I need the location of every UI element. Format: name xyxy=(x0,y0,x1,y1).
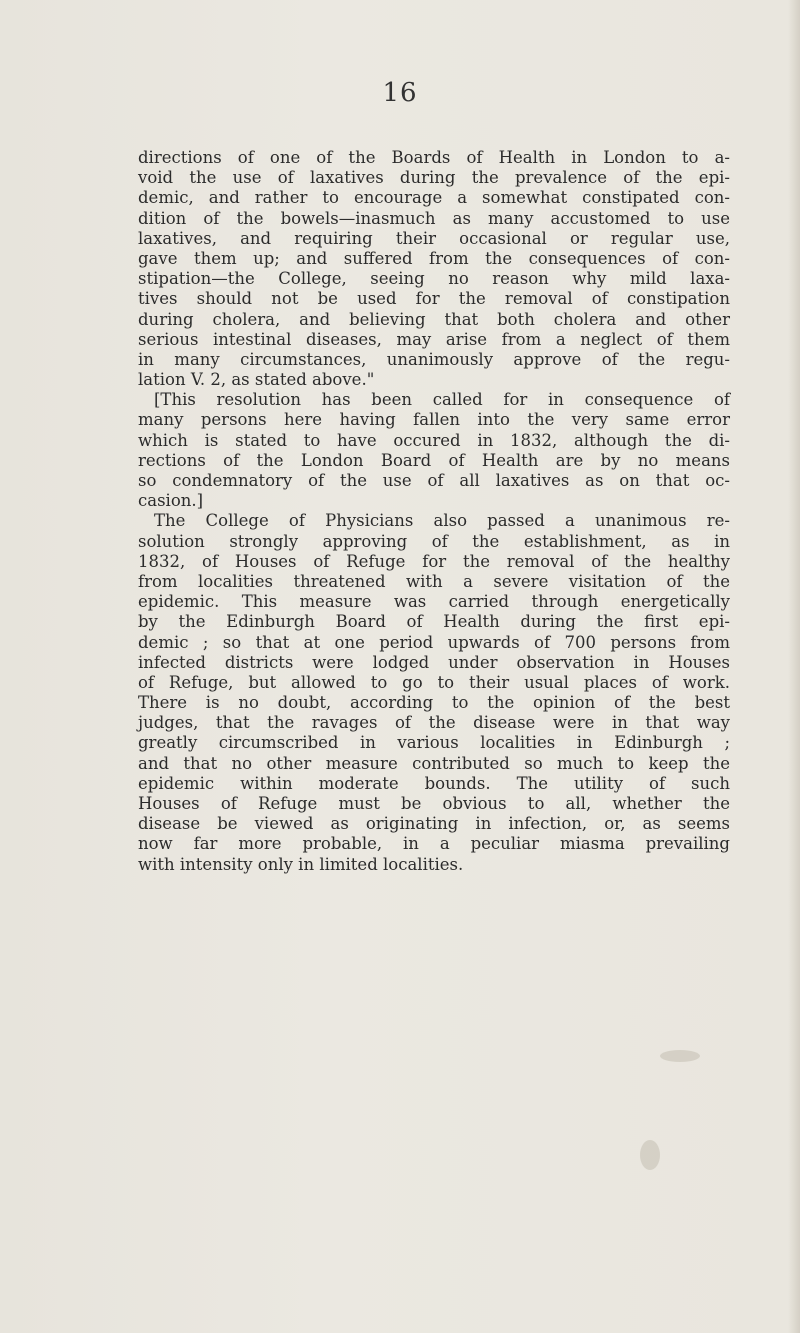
text-line: and that no other measure contributed so much to keep the xyxy=(138,753,730,773)
text-line: in many circumstances, unanimously approve of the regu- xyxy=(138,349,730,369)
text-line: with intensity only in limited localities. xyxy=(138,854,464,874)
text-line: gave them up; and suffered from the consequences of con- xyxy=(138,248,730,268)
text-line: void the use of laxatives during the prevalence of the epi- xyxy=(138,168,730,188)
text-line: dition of the bowels—inasmuch as many accustomed to use xyxy=(138,208,730,228)
text-line: lation V. 2, as stated above." xyxy=(138,370,375,390)
text-line: of Refuge, but allowed to go to their usual places of work. xyxy=(138,672,730,692)
text-line: epidemic. This measure was carried through energetically xyxy=(138,592,730,612)
text-line: laxatives, and requiring their occasional or regular use, xyxy=(138,228,730,248)
text-line: serious intestinal diseases, may arise from a neglect of them xyxy=(138,329,730,349)
text-line: epidemic within moderate bounds. The utility of such xyxy=(138,773,730,793)
text-line: rections of the London Board of Health are by no means xyxy=(138,450,730,470)
text-line: There is no doubt, according to the opinion of the best xyxy=(138,693,730,713)
text-line: demic, and rather to encourage a somewhat constipated con- xyxy=(138,188,730,208)
text-line: directions of one of the Boards of Health in London to a- xyxy=(138,148,730,167)
text-line: which is stated to have occured in 1832, although the di- xyxy=(138,430,730,450)
text-line: judges, that the ravages of the disease were in that way xyxy=(138,713,730,733)
text-line: [This resolution has been called for in consequence of xyxy=(154,390,730,410)
text-line: by the Edinburgh Board of Health during the first epi- xyxy=(138,612,730,632)
text-line: Houses of Refuge must be obvious to all, whether the xyxy=(138,794,730,813)
page-number: 16 xyxy=(382,78,418,108)
body-text xyxy=(138,148,730,875)
text-line: during cholera, and believing that both cholera and other xyxy=(138,309,730,329)
text-line: infected districts were lodged under observation in Houses xyxy=(138,652,730,672)
page-edge-shadow xyxy=(788,0,800,1333)
text-line: demic ; so that at one period upwards of 700 persons from xyxy=(138,632,730,652)
text-line: 1832, of Houses of Refuge for the removal of the healthy xyxy=(138,551,730,571)
text-line: greatly circumscribed in various localities in Edinburgh ; xyxy=(138,733,730,753)
text-line: many persons here having fallen into the very same error xyxy=(138,410,730,430)
text-line: The College of Physicians also passed a unanimous re- xyxy=(154,511,730,531)
text-line: casion.] xyxy=(138,491,204,511)
faint-smudge xyxy=(660,1050,700,1062)
faint-smudge xyxy=(640,1140,660,1170)
text-line: disease be viewed as originating in infection, or, as seems xyxy=(138,814,730,834)
text-line: from localities threatened with a severe visitation of the xyxy=(138,571,730,591)
text-line: solution strongly approving of the establishment, as in xyxy=(138,531,730,551)
text-line: so condemnatory of the use of all laxatives as on that oc- xyxy=(138,471,730,490)
text-line: stipation—the College, seeing no reason why mild laxa- xyxy=(138,269,730,289)
text-line: now far more probable, in a peculiar miasma prevailing xyxy=(138,834,730,854)
text-line: tives should not be used for the removal of constipation xyxy=(138,289,730,309)
